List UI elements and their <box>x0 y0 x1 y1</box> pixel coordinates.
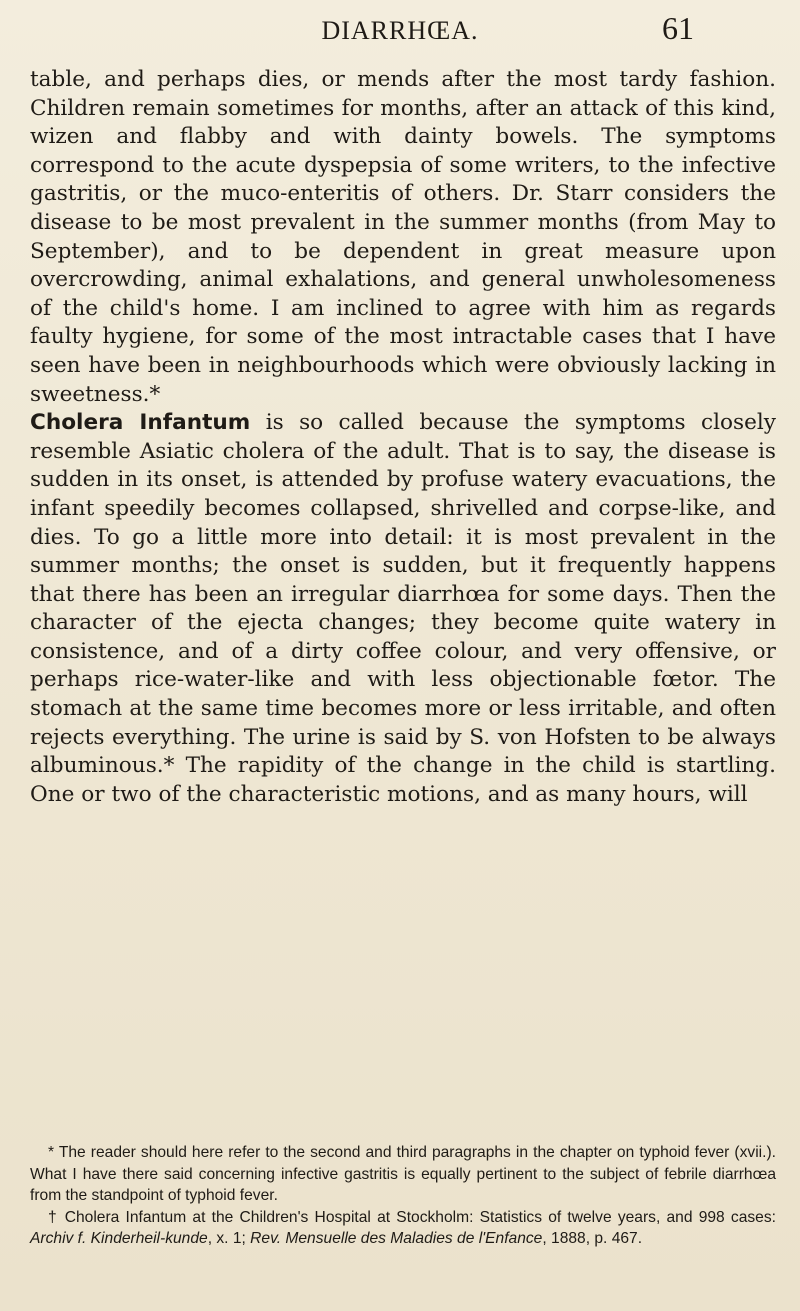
footnotes <box>30 1142 776 1250</box>
paragraph-cholera-infantum <box>30 409 776 809</box>
paragraph-diarrhoea-continued: table, and perhaps dies, or mends after the most tardy fashion. Children remain sometimes for months, after an attack of this kind, wizen and flabby and with dainty bowels. The symptoms correspond to the acute dyspepsia of some writers, to the infective gastritis, or the muco-enteritis of others. Dr. Starr considers the disease to be most prevalent in the summer months (from May to September), and to be dependent in great measure upon overcrowding, animal exhalations, and general unwholesomeness of the child's home. I am inclined to agree with him as regards faulty hygiene, for some of the most intractable cases that I have seen have been in neighbourhoods which were obviously lacking in sweetness.* <box>30 67 776 407</box>
paragraph-cholera-infantum-text: is so called because the symptoms closely resemble Asiatic cholera of the adult. That is to say, the disease is sudden in its onset, is attended by profuse watery evacuations, the infant speedily becomes collapsed, shrivelled and corpse-like, and dies. To go a little more into detail: it is most prevalent in the summer months; the onset is sudden, but it frequently happens that there has been an irregular diarrhœa for some days. Then the character of the ejecta changes; they become quite watery in consistence, and of a dirty coffee colour, and very offensive, or perhaps rice-water-like and with less objectionable fœtor. The stomach at the same time becomes more or less irritable, and often rejects everything. The urine is said by S. von Hofsten to be always albuminous.* The rapidity of the change in the child is startling. One or two of the characteristic motions, and as many hours, will <box>30 410 776 807</box>
paragraph-heading-cholera-infantum: Cholera Infantum <box>30 410 251 436</box>
page-number: 61 <box>662 10 694 46</box>
footnote-2-text: † Cholera Infantum at the Children's Hospital at Stockholm: Statistics of twelve years, and 998 cases: <box>48 1208 776 1226</box>
footnote-2-journal-1: Archiv f. Kinderheil-kunde <box>30 1230 208 1247</box>
footnote-2 <box>30 1207 776 1250</box>
footnote-1: * The reader should here refer to the second and third paragraphs in the chapter on typhoid fever (xvii.). What I have there said concerning infective gastritis is equally pertinent to the subject of febrile diarrhœa from the standpoint of typhoid fever. <box>30 1144 776 1204</box>
running-title: DIARRHŒA. <box>321 16 479 45</box>
body-text <box>30 66 776 809</box>
footnote-2-text-2: , x. 1; <box>207 1230 251 1247</box>
footnote-2-journal-2: Rev. Mensuelle des Maladies de l'Enfance <box>250 1230 543 1247</box>
running-head <box>0 8 800 48</box>
footnote-2-text-3: , 1888, p. 467. <box>542 1230 643 1247</box>
